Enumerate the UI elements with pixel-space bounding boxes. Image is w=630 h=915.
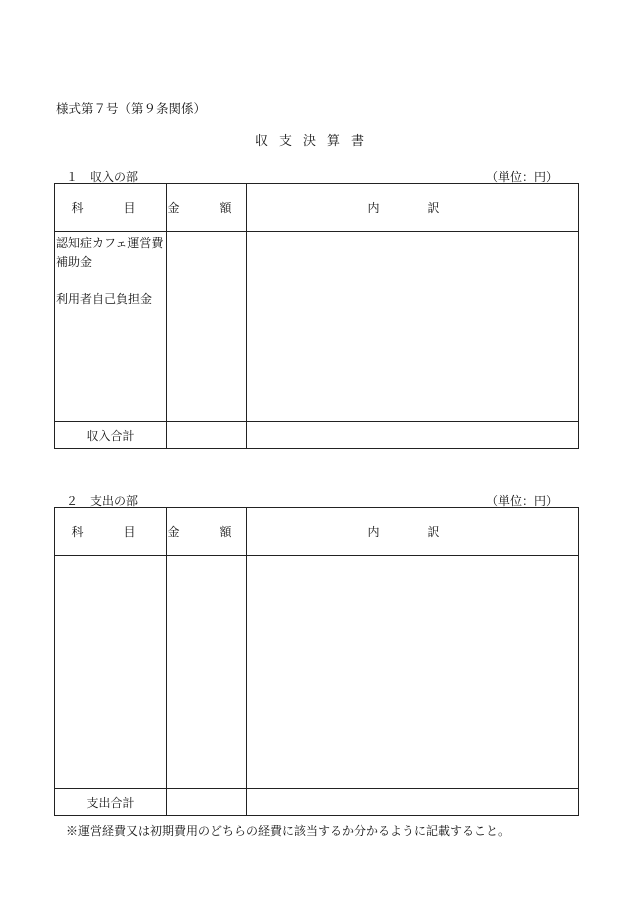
expense-total-label: 支出合計 (55, 789, 167, 816)
income-col-amount: 金 額 (167, 184, 247, 232)
form-number-label: 様式第７号（第９条関係） (56, 101, 207, 116)
income-detail-cell[interactable] (247, 232, 579, 422)
income-total-amount-cell[interactable] (167, 422, 247, 449)
income-total-row (55, 422, 579, 449)
expense-table (54, 507, 579, 816)
expense-section-heading: ２ 支出の部 (66, 494, 139, 508)
footnote: ※運営経費又は初期費用のどちらの経費に該当するか分かるように記載すること。 (66, 824, 511, 838)
document-title: 収支決算書 (254, 134, 375, 149)
expense-header-row (55, 508, 579, 556)
expense-col-item: 科 目 (55, 508, 167, 556)
income-amount-cell[interactable] (167, 232, 247, 422)
income-unit-label: （単位：円） (485, 170, 558, 184)
income-item-cafe-operation: 認知症カフェ運営費 (56, 236, 164, 250)
expense-col-detail: 内 訳 (247, 508, 579, 556)
income-body-row (55, 232, 579, 422)
income-header-row (55, 184, 579, 232)
expense-items-cell[interactable] (55, 556, 167, 789)
income-items-cell (55, 232, 167, 422)
income-section-heading: １ 収入の部 (66, 170, 139, 184)
expense-total-row (55, 789, 579, 816)
income-item-subsidy: 補助金 (56, 255, 93, 269)
income-item-user-contribution: 利用者自己負担金 (56, 292, 153, 306)
expense-body-row (55, 556, 579, 789)
expense-total-detail-cell[interactable] (247, 789, 579, 816)
income-table (54, 183, 579, 449)
income-col-item: 科 目 (55, 184, 167, 232)
income-col-detail: 内 訳 (247, 184, 579, 232)
income-total-label: 収入合計 (55, 422, 167, 449)
expense-amount-cell[interactable] (167, 556, 247, 789)
income-total-detail-cell[interactable] (247, 422, 579, 449)
expense-total-amount-cell[interactable] (167, 789, 247, 816)
expense-detail-cell[interactable] (247, 556, 579, 789)
expense-unit-label: （単位：円） (485, 494, 558, 508)
expense-col-amount: 金 額 (167, 508, 247, 556)
